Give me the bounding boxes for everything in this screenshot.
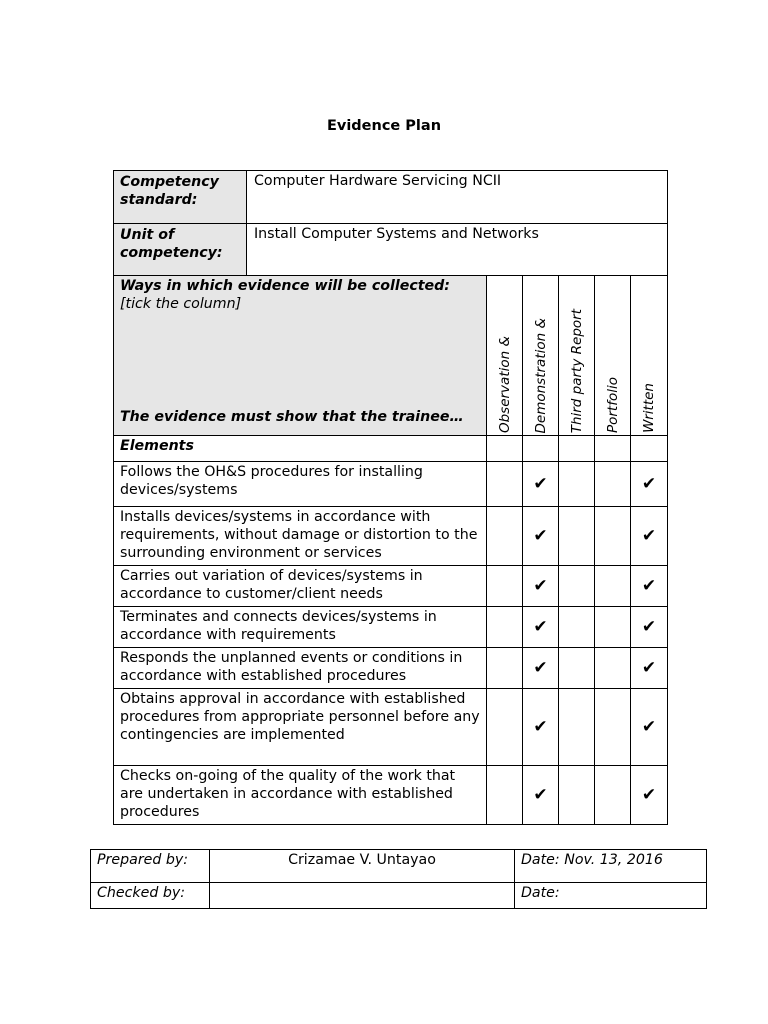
element-row [114,462,668,507]
competency-standard-label: Competency standard: [114,171,247,224]
tick-cell [523,766,559,825]
method-label: Observation & [496,335,513,433]
prepared-by-name: Crizamae V. Untayao [210,850,515,883]
elements-heading: Elements [114,436,487,462]
competency-standard-row [114,171,668,224]
tick-cell [487,689,523,766]
check-icon: ✔ [533,716,548,737]
tick-cell [595,766,631,825]
evidence-methods-heading: Ways in which evidence will be collected: [120,278,450,294]
method-label: Third party Report [568,308,585,433]
check-icon: ✔ [533,575,548,596]
check-icon: ✔ [641,784,657,805]
method-label: Portfolio [604,376,621,433]
check-icon: ✔ [533,616,548,637]
tick-cell [631,766,668,825]
tick-cell [595,462,631,507]
unit-of-competency-value: Install Computer Systems and Networks [247,224,668,276]
tick-instruction: [tick the column] [120,296,242,312]
element-row [114,566,668,607]
tick-cell [523,648,559,689]
tick-cell [559,462,595,507]
element-text: Installs devices/systems in accordance with requirements, without damage or distortion to the surrounding environment or services [114,507,487,566]
evidence-methods-row [114,276,668,436]
check-icon: ✔ [533,473,548,494]
element-text: Follows the OH&S procedures for installing devices/systems [114,462,487,507]
element-row [114,766,668,825]
elements-heading-row [114,436,668,462]
check-icon: ✔ [641,473,657,494]
tick-cell [559,566,595,607]
check-icon: ✔ [533,525,548,546]
element-text: Carries out variation of devices/systems in accordance to customer/client needs [114,566,487,607]
tick-cell [595,689,631,766]
tick-cell [631,648,668,689]
element-text: Responds the unplanned events or conditions in accordance with established procedures [114,648,487,689]
tick-cell [487,462,523,507]
tick-cell [559,648,595,689]
checked-by-row [91,883,707,909]
method-header-portfolio [595,276,631,436]
method-header-written [631,276,668,436]
trainee-note: The evidence must show that the trainee… [120,409,464,425]
method-label: Demonstration & [532,317,549,433]
tick-cell [595,566,631,607]
check-icon: ✔ [533,657,548,678]
check-icon: ✔ [641,525,657,546]
tick-cell [487,507,523,566]
tick-cell [523,507,559,566]
tick-cell [523,462,559,507]
unit-of-competency-label: Unit of competency: [114,224,247,276]
tick-cell [487,766,523,825]
tick-cell [631,607,668,648]
tick-cell [631,507,668,566]
document-title: Evidence Plan [326,118,442,134]
element-text: Checks on-going of the quality of the work that are undertaken in accordance with established procedures [114,766,487,825]
element-row [114,648,668,689]
tick-cell [559,507,595,566]
method-header-third-party-report [559,276,595,436]
check-icon: ✔ [641,575,657,596]
signoff-table [90,849,707,909]
tick-cell [559,766,595,825]
check-icon: ✔ [533,784,548,805]
tick-cell [595,507,631,566]
competency-standard-value: Computer Hardware Servicing NCII [247,171,668,224]
tick-cell [523,689,559,766]
checked-by-label: Checked by: [91,883,210,909]
method-label: Written [641,383,658,433]
element-text: Obtains approval in accordance with established procedures from appropriate personnel before any contingencies are implemented [114,689,487,766]
element-row [114,607,668,648]
tick-cell [487,648,523,689]
prepared-by-row [91,850,707,883]
method-header-demonstration [523,276,559,436]
check-icon: ✔ [641,616,657,637]
tick-cell [523,566,559,607]
tick-cell [559,607,595,648]
evidence-plan-table [113,170,668,825]
tick-cell [487,607,523,648]
element-row [114,507,668,566]
tick-cell [631,462,668,507]
evidence-methods-cell [114,276,487,436]
tick-cell [523,607,559,648]
prepared-date: Date: Nov. 13, 2016 [515,850,707,883]
tick-cell [631,689,668,766]
element-row [114,689,668,766]
tick-cell [631,566,668,607]
checked-date: Date: [515,883,707,909]
checked-by-name [210,883,515,909]
tick-cell [559,689,595,766]
prepared-by-label: Prepared by: [91,850,210,883]
method-header-observation [487,276,523,436]
element-text: Terminates and connects devices/systems in accordance with requirements [114,607,487,648]
tick-cell [595,648,631,689]
check-icon: ✔ [641,716,657,737]
unit-of-competency-row [114,224,668,276]
check-icon: ✔ [641,657,657,678]
tick-cell [595,607,631,648]
tick-cell [487,566,523,607]
